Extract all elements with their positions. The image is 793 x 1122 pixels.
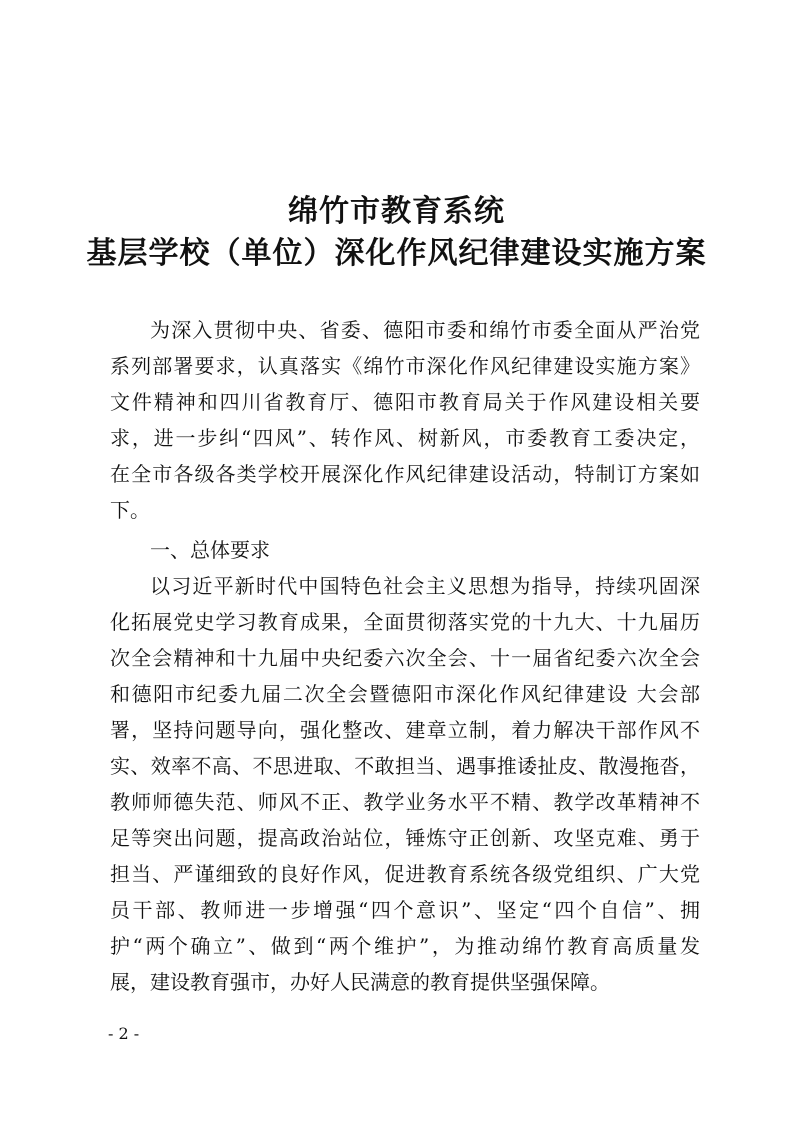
document-title-line-2: 基层学校（单位）深化作风纪律建设实施方案: [86, 236, 707, 271]
section-heading: 一、总体要求: [150, 538, 270, 562]
intro-paragraph-line: 为深入贯彻中央、省委、德阳市委和绵竹市委全面从严治党: [150, 318, 700, 342]
section-paragraph-line: 和德阳市纪委九届二次全会暨德阳市深化作风纪律建设 大会部: [110, 682, 700, 706]
document-title-line-1: 绵竹市教育系统: [288, 194, 505, 229]
intro-paragraph-line: 在全市各级各类学校开展深化作风纪律建设活动，特制订方案如: [110, 462, 700, 486]
section-paragraph-line: 展，建设教育强市，办好人民满意的教育提供坚强保障。: [110, 970, 610, 994]
section-paragraph-line: 担当、严谨细致的良好作风，促进教育系统各级党组织、广大党: [110, 862, 700, 886]
intro-paragraph-line: 文件精神和四川省教育厅、德阳市教育局关于作风建设相关要: [110, 390, 700, 414]
section-paragraph-line: 实、效率不高、不思进取、不敢担当、遇事推诿扯皮、散漫拖沓，: [110, 754, 700, 778]
section-paragraph-line: 以习近平新时代中国特色社会主义思想为指导，持续巩固深: [150, 574, 700, 598]
intro-paragraph-line: 求，进一步纠“四风”、转作风、树新风，市委教育工委决定，: [110, 426, 700, 450]
section-paragraph-line: 足等突出问题，提高政治站位，锤炼守正创新、攻坚克难、勇于: [110, 826, 700, 850]
page-number: - 2 -: [108, 1024, 140, 1043]
section-paragraph-line: 化拓展党史学习教育成果，全面贯彻落实党的十九大、十九届历: [110, 610, 700, 634]
intro-paragraph-line: 下。: [110, 498, 150, 522]
section-paragraph-line: 员干部、教师进一步增强“四个意识”、坚定“四个自信”、拥: [110, 898, 700, 922]
section-paragraph-line: 教师师德失范、师风不正、教学业务水平不精、教学改革精神不: [110, 790, 700, 814]
section-paragraph-line: 护“两个确立”、做到“两个维护”，为推动绵竹教育高质量发: [110, 934, 700, 958]
section-paragraph-line: 署，坚持问题导向，强化整改、建章立制，着力解决干部作风不: [110, 718, 700, 742]
section-paragraph-line: 次全会精神和十九届中央纪委六次全会、十一届省纪委六次全会: [110, 646, 700, 670]
intro-paragraph-line: 系列部署要求，认真落实《绵竹市深化作风纪律建设实施方案》: [110, 354, 700, 378]
